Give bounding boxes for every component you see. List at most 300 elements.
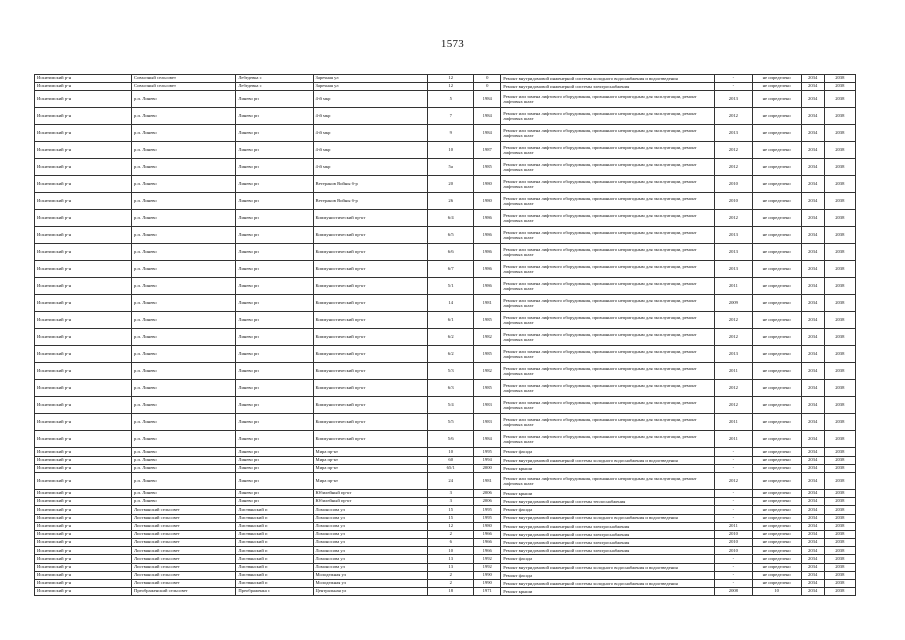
period-start-cell: 2034 [801, 489, 824, 497]
last-repair-year-cell: - [715, 456, 753, 464]
build-year-cell: 1985 [474, 159, 501, 176]
municipality-cell: р.п. Линево [132, 380, 236, 397]
municipality-cell: р.п. Линево [132, 472, 236, 489]
work-type-cell: Ремонт или замена лифтового оборудования, признанного непригодным для эксплуатации, ремонт лифтовых шахт [501, 193, 715, 210]
house-number-cell: 13 [428, 563, 474, 571]
locality-cell: Линево рп [236, 91, 313, 108]
house-number-cell: 12 [428, 83, 474, 91]
period-start-cell: 2034 [801, 472, 824, 489]
work-type-cell: Ремонт фасада [501, 448, 715, 456]
period-end-cell: 2038 [824, 522, 855, 530]
street-cell: Коммунистический пр-кт [313, 312, 428, 329]
locality-cell: Линево рп [236, 456, 313, 464]
street-cell: Коммунистический пр-кт [313, 210, 428, 227]
table-row [35, 571, 856, 579]
period-start-cell: 2034 [801, 346, 824, 363]
planned-period-cell: не определено [752, 456, 801, 464]
period-start-cell: 2034 [801, 108, 824, 125]
last-repair-year-cell: - [715, 555, 753, 563]
street-cell: Ломоносова ул [313, 563, 428, 571]
planned-period-cell: не определено [752, 522, 801, 530]
locality-cell: Линево рп [236, 346, 313, 363]
build-year-cell: 1966 [474, 539, 501, 547]
municipality-cell: р.п. Линево [132, 261, 236, 278]
locality-cell: Линево рп [236, 210, 313, 227]
period-end-cell: 2038 [824, 295, 855, 312]
district-cell: Искитимский р-н [35, 346, 132, 363]
last-repair-year-cell: 2011 [715, 522, 753, 530]
period-end-cell: 2038 [824, 448, 855, 456]
table-row [35, 75, 856, 83]
street-cell: Мира пр-кт [313, 448, 428, 456]
table-body [35, 75, 856, 596]
period-start-cell: 2034 [801, 380, 824, 397]
work-type-cell: Ремонт или замена лифтового оборудования, признанного непригодным для эксплуатации, ремонт лифтовых шахт [501, 295, 715, 312]
house-number-cell: 12 [428, 75, 474, 83]
street-cell: Мира пр-кт [313, 472, 428, 489]
last-repair-year-cell: 2012 [715, 210, 753, 227]
house-number-cell: 5/5 [428, 414, 474, 431]
street-cell: Коммунистический пр-кт [313, 244, 428, 261]
municipality-cell: р.п. Линево [132, 397, 236, 414]
municipality-cell: р.п. Линево [132, 159, 236, 176]
municipality-cell: Листвянский сельсовет [132, 547, 236, 555]
street-cell: 4-й мкр [313, 159, 428, 176]
table-row [35, 489, 856, 497]
table-row [35, 125, 856, 142]
house-number-cell: 5/3 [428, 363, 474, 380]
locality-cell: Линево рп [236, 261, 313, 278]
build-year-cell: 1981 [474, 472, 501, 489]
municipality-cell: Листвянский сельсовет [132, 522, 236, 530]
table-row [35, 431, 856, 448]
planned-period-cell: не определено [752, 547, 801, 555]
planned-period-cell: не определено [752, 227, 801, 244]
build-year-cell: 1992 [474, 563, 501, 571]
locality-cell: Линево рп [236, 464, 313, 472]
table-row [35, 176, 856, 193]
build-year-cell: 1985 [474, 346, 501, 363]
work-type-cell: Ремонт внутридомовой инженерной системы теплоснабжения [501, 498, 715, 506]
district-cell: Искитимский р-н [35, 571, 132, 579]
period-end-cell: 2038 [824, 346, 855, 363]
build-year-cell: 1986 [474, 278, 501, 295]
period-end-cell: 2038 [824, 83, 855, 91]
last-repair-year-cell: 2013 [715, 227, 753, 244]
street-cell: Коммунистический пр-кт [313, 295, 428, 312]
locality-cell: Линево рп [236, 472, 313, 489]
locality-cell: Листвянский п [236, 506, 313, 514]
period-end-cell: 2038 [824, 397, 855, 414]
build-year-cell: 1984 [474, 91, 501, 108]
planned-period-cell: не определено [752, 571, 801, 579]
build-year-cell: 1985 [474, 312, 501, 329]
table-row [35, 588, 856, 596]
period-end-cell: 2038 [824, 176, 855, 193]
district-cell: Искитимский р-н [35, 312, 132, 329]
street-cell: Ломоносова ул [313, 547, 428, 555]
planned-period-cell: не определено [752, 555, 801, 563]
district-cell: Искитимский р-н [35, 472, 132, 489]
district-cell: Искитимский р-н [35, 210, 132, 227]
work-type-cell: Ремонт внутридомовой инженерной системы холодного водоснабжения и водоотведения [501, 456, 715, 464]
house-number-cell: 6/7 [428, 261, 474, 278]
period-start-cell: 2034 [801, 75, 824, 83]
period-end-cell: 2038 [824, 108, 855, 125]
street-cell: Ломоносова ул [313, 555, 428, 563]
last-repair-year-cell: 2010 [715, 539, 753, 547]
work-type-cell: Ремонт или замена лифтового оборудования, признанного непригодным для эксплуатации, ремонт лифтовых шахт [501, 397, 715, 414]
house-number-cell: 3 [428, 498, 474, 506]
table-row [35, 380, 856, 397]
planned-period-cell: не определено [752, 83, 801, 91]
table-row [35, 414, 856, 431]
build-year-cell: 1985 [474, 380, 501, 397]
period-end-cell: 2038 [824, 75, 855, 83]
planned-period-cell: не определено [752, 312, 801, 329]
locality-cell: Линево рп [236, 397, 313, 414]
period-end-cell: 2038 [824, 159, 855, 176]
period-end-cell: 2038 [824, 414, 855, 431]
work-type-cell: Ремонт или замена лифтового оборудования, признанного непригодным для эксплуатации, ремонт лифтовых шахт [501, 363, 715, 380]
district-cell: Искитимский р-н [35, 295, 132, 312]
period-end-cell: 2038 [824, 312, 855, 329]
municipality-cell: р.п. Линево [132, 312, 236, 329]
municipality-cell: р.п. Линево [132, 108, 236, 125]
locality-cell: Линево рп [236, 448, 313, 456]
locality-cell: Линево рп [236, 108, 313, 125]
district-cell: Искитимский р-н [35, 159, 132, 176]
work-type-cell: Ремонт фасада [501, 571, 715, 579]
municipality-cell: р.п. Линево [132, 414, 236, 431]
municipality-cell: Совхозный сельсовет [132, 75, 236, 83]
district-cell: Искитимский р-н [35, 193, 132, 210]
build-year-cell: 2006 [474, 489, 501, 497]
planned-period-cell: не определено [752, 108, 801, 125]
period-start-cell: 2034 [801, 91, 824, 108]
locality-cell: Линево рп [236, 244, 313, 261]
planned-period-cell: не определено [752, 193, 801, 210]
planned-period-cell: не определено [752, 498, 801, 506]
period-start-cell: 2034 [801, 312, 824, 329]
period-start-cell: 2034 [801, 431, 824, 448]
build-year-cell: 1995 [474, 506, 501, 514]
planned-period-cell: не определено [752, 489, 801, 497]
period-start-cell: 2034 [801, 555, 824, 563]
house-number-cell: 12 [428, 522, 474, 530]
planned-period-cell: не определено [752, 563, 801, 571]
street-cell: Ломоносова ул [313, 506, 428, 514]
house-number-cell: 15 [428, 514, 474, 522]
planned-period-cell: не определено [752, 397, 801, 414]
last-repair-year-cell: 2013 [715, 261, 753, 278]
district-cell: Искитимский р-н [35, 363, 132, 380]
locality-cell: Линево рп [236, 295, 313, 312]
street-cell: Ломоносова ул [313, 539, 428, 547]
table-row [35, 555, 856, 563]
table-row [35, 448, 856, 456]
street-cell: Ветеранов Войны б-р [313, 193, 428, 210]
street-cell: Мира пр-кт [313, 464, 428, 472]
locality-cell: Листвянский п [236, 563, 313, 571]
district-cell: Искитимский р-н [35, 555, 132, 563]
house-number-cell: 10 [428, 547, 474, 555]
build-year-cell: 1983 [474, 397, 501, 414]
table-row [35, 193, 856, 210]
street-cell: Центральная ул [313, 588, 428, 596]
locality-cell: Линево рп [236, 431, 313, 448]
municipality-cell: р.п. Линево [132, 456, 236, 464]
work-type-cell: Ремонт внутридомовой инженерной системы электроснабжения [501, 539, 715, 547]
last-repair-year-cell: - [715, 506, 753, 514]
build-year-cell: 0 [474, 83, 501, 91]
district-cell: Искитимский р-н [35, 456, 132, 464]
period-start-cell: 2034 [801, 563, 824, 571]
last-repair-year-cell: 2008 [715, 588, 753, 596]
locality-cell: Линево рп [236, 227, 313, 244]
house-number-cell: 6/2 [428, 346, 474, 363]
build-year-cell: 1987 [474, 142, 501, 159]
street-cell: 4-й мкр [313, 125, 428, 142]
district-cell: Искитимский р-н [35, 278, 132, 295]
street-cell: Заречная ул [313, 75, 428, 83]
district-cell: Искитимский р-н [35, 329, 132, 346]
table-row [35, 329, 856, 346]
build-year-cell: 1982 [474, 329, 501, 346]
district-cell: Искитимский р-н [35, 448, 132, 456]
municipality-cell: р.п. Линево [132, 278, 236, 295]
table-row [35, 210, 856, 227]
street-cell: Юбилейный пр-кт [313, 489, 428, 497]
period-start-cell: 2034 [801, 329, 824, 346]
period-start-cell: 2034 [801, 588, 824, 596]
house-number-cell: 7 [428, 108, 474, 125]
house-number-cell: 2 [428, 530, 474, 538]
locality-cell: Линево рп [236, 363, 313, 380]
planned-period-cell: не определено [752, 431, 801, 448]
work-type-cell: Ремонт или замена лифтового оборудования, признанного непригодным для эксплуатации, ремонт лифтовых шахт [501, 278, 715, 295]
planned-period-cell: не определено [752, 91, 801, 108]
table-row [35, 563, 856, 571]
build-year-cell: 1966 [474, 530, 501, 538]
last-repair-year-cell: 2012 [715, 397, 753, 414]
locality-cell: Линево рп [236, 312, 313, 329]
street-cell: 4-й мкр [313, 108, 428, 125]
period-start-cell: 2034 [801, 83, 824, 91]
build-year-cell: 1994 [474, 456, 501, 464]
municipality-cell: р.п. Линево [132, 489, 236, 497]
period-start-cell: 2034 [801, 397, 824, 414]
table-row [35, 91, 856, 108]
period-end-cell: 2038 [824, 193, 855, 210]
work-type-cell: Ремонт или замена лифтового оборудования, признанного непригодным для эксплуатации, ремонт лифтовых шахт [501, 227, 715, 244]
house-number-cell: 6/6 [428, 244, 474, 261]
work-type-cell: Ремонт крыши [501, 489, 715, 497]
house-number-cell: 5/6 [428, 431, 474, 448]
work-type-cell: Ремонт внутридомовой инженерной системы холодного водоснабжения и водоотведения [501, 514, 715, 522]
planned-period-cell: не определено [752, 295, 801, 312]
locality-cell: Листвянский п [236, 555, 313, 563]
last-repair-year-cell: 2010 [715, 530, 753, 538]
house-number-cell: 6/5 [428, 227, 474, 244]
street-cell: Коммунистический пр-кт [313, 346, 428, 363]
work-type-cell: Ремонт или замена лифтового оборудования, признанного непригодным для эксплуатации, ремонт лифтовых шахт [501, 346, 715, 363]
municipality-cell: Листвянский сельсовет [132, 506, 236, 514]
locality-cell: Линево рп [236, 159, 313, 176]
last-repair-year-cell: - [715, 83, 753, 91]
municipality-cell: р.п. Линево [132, 210, 236, 227]
house-number-cell: 3 [428, 489, 474, 497]
municipality-cell: р.п. Линево [132, 464, 236, 472]
work-type-cell: Ремонт или замена лифтового оборудования, признанного непригодным для эксплуатации, ремонт лифтовых шахт [501, 176, 715, 193]
municipality-cell: Листвянский сельсовет [132, 571, 236, 579]
build-year-cell: 1980 [474, 176, 501, 193]
planned-period-cell: не определено [752, 75, 801, 83]
planned-period-cell: не определено [752, 176, 801, 193]
planned-period-cell: не определено [752, 210, 801, 227]
municipality-cell: р.п. Линево [132, 193, 236, 210]
last-repair-year-cell: 2009 [715, 295, 753, 312]
build-year-cell: 2000 [474, 464, 501, 472]
build-year-cell: 1992 [474, 555, 501, 563]
table-row [35, 261, 856, 278]
last-repair-year-cell: 2012 [715, 472, 753, 489]
last-repair-year-cell: 2010 [715, 547, 753, 555]
period-start-cell: 2034 [801, 278, 824, 295]
municipality-cell: Листвянский сельсовет [132, 563, 236, 571]
period-start-cell: 2034 [801, 498, 824, 506]
last-repair-year-cell: 2013 [715, 91, 753, 108]
street-cell: Юбилейный пр-кт [313, 498, 428, 506]
locality-cell: Преображенка с [236, 588, 313, 596]
district-cell: Искитимский р-н [35, 125, 132, 142]
district-cell: Искитимский р-н [35, 108, 132, 125]
planned-period-cell: не определено [752, 414, 801, 431]
work-type-cell: Ремонт фасада [501, 506, 715, 514]
period-start-cell: 2034 [801, 261, 824, 278]
period-start-cell: 2034 [801, 539, 824, 547]
street-cell: Коммунистический пр-кт [313, 278, 428, 295]
street-cell: Ломоносова ул [313, 514, 428, 522]
work-type-cell: Ремонт или замена лифтового оборудования, признанного непригодным для эксплуатации, ремонт лифтовых шахт [501, 125, 715, 142]
planned-period-cell: не определено [752, 346, 801, 363]
work-type-cell: Ремонт фасада [501, 555, 715, 563]
table-row [35, 244, 856, 261]
work-type-cell: Ремонт внутридомовой инженерной системы холодного водоснабжения и водоотведения [501, 580, 715, 588]
last-repair-year-cell: - [715, 571, 753, 579]
planned-period-cell: не определено [752, 464, 801, 472]
municipality-cell: Листвянский сельсовет [132, 580, 236, 588]
period-end-cell: 2038 [824, 588, 855, 596]
district-cell: Искитимский р-н [35, 514, 132, 522]
build-year-cell: 1982 [474, 363, 501, 380]
period-start-cell: 2034 [801, 522, 824, 530]
last-repair-year-cell: - [715, 75, 753, 83]
build-year-cell: 1986 [474, 244, 501, 261]
locality-cell: Линево рп [236, 125, 313, 142]
build-year-cell: 1984 [474, 108, 501, 125]
period-end-cell: 2038 [824, 329, 855, 346]
street-cell: Коммунистический пр-кт [313, 397, 428, 414]
locality-cell: Линево рп [236, 176, 313, 193]
district-cell: Искитимский р-н [35, 397, 132, 414]
district-cell: Искитимский р-н [35, 464, 132, 472]
build-year-cell: 1986 [474, 227, 501, 244]
last-repair-year-cell: 2012 [715, 108, 753, 125]
work-type-cell: Ремонт внутридомовой инженерной системы холодного водоснабжения и водоотведения [501, 75, 715, 83]
period-end-cell: 2038 [824, 456, 855, 464]
locality-cell: Линево рп [236, 278, 313, 295]
build-year-cell: 0 [474, 75, 501, 83]
build-year-cell: 1980 [474, 522, 501, 530]
house-number-cell: 24 [428, 472, 474, 489]
table-row [35, 142, 856, 159]
table-row [35, 108, 856, 125]
planned-period-cell: не определено [752, 472, 801, 489]
period-end-cell: 2038 [824, 539, 855, 547]
table-row [35, 580, 856, 588]
last-repair-year-cell: 2013 [715, 346, 753, 363]
street-cell: Коммунистический пр-кт [313, 329, 428, 346]
build-year-cell: 1971 [474, 588, 501, 596]
municipality-cell: р.п. Линево [132, 125, 236, 142]
period-end-cell: 2038 [824, 563, 855, 571]
district-cell: Искитимский р-н [35, 563, 132, 571]
last-repair-year-cell: 2011 [715, 431, 753, 448]
work-type-cell: Ремонт или замена лифтового оборудования, признанного непригодным для эксплуатации, ремонт лифтовых шахт [501, 380, 715, 397]
period-start-cell: 2034 [801, 464, 824, 472]
planned-period-cell: не определено [752, 363, 801, 380]
municipality-cell: р.п. Линево [132, 363, 236, 380]
house-number-cell: 15 [428, 506, 474, 514]
build-year-cell: 1966 [474, 547, 501, 555]
work-type-cell: Ремонт крыши [501, 588, 715, 596]
table-row [35, 530, 856, 538]
district-cell: Искитимский р-н [35, 75, 132, 83]
work-type-cell: Ремонт или замена лифтового оборудования, признанного непригодным для эксплуатации, ремонт лифтовых шахт [501, 312, 715, 329]
last-repair-year-cell: - [715, 448, 753, 456]
locality-cell: Лебедевка с [236, 83, 313, 91]
municipality-cell: р.п. Линево [132, 91, 236, 108]
last-repair-year-cell: - [715, 464, 753, 472]
municipality-cell: р.п. Линево [132, 431, 236, 448]
period-start-cell: 2034 [801, 363, 824, 380]
street-cell: Коммунистический пр-кт [313, 363, 428, 380]
locality-cell: Листвянский п [236, 547, 313, 555]
planned-period-cell: не определено [752, 514, 801, 522]
house-number-cell: 10 [428, 448, 474, 456]
work-type-cell: Ремонт внутридомовой инженерной системы электроснабжения [501, 547, 715, 555]
last-repair-year-cell: 2010 [715, 176, 753, 193]
period-end-cell: 2038 [824, 555, 855, 563]
municipality-cell: Преображенский сельсовет [132, 588, 236, 596]
period-start-cell: 2034 [801, 547, 824, 555]
house-number-cell: 18 [428, 588, 474, 596]
planned-period-cell: не определено [752, 380, 801, 397]
street-cell: 4-й мкр [313, 142, 428, 159]
period-start-cell: 2034 [801, 159, 824, 176]
municipality-cell: р.п. Линево [132, 346, 236, 363]
house-number-cell: 6/3 [428, 380, 474, 397]
period-end-cell: 2038 [824, 91, 855, 108]
street-cell: Молодежная ул [313, 571, 428, 579]
table-row [35, 547, 856, 555]
build-year-cell: 1984 [474, 125, 501, 142]
district-cell: Искитимский р-н [35, 530, 132, 538]
street-cell: Коммунистический пр-кт [313, 227, 428, 244]
locality-cell: Линево рп [236, 414, 313, 431]
period-end-cell: 2038 [824, 498, 855, 506]
